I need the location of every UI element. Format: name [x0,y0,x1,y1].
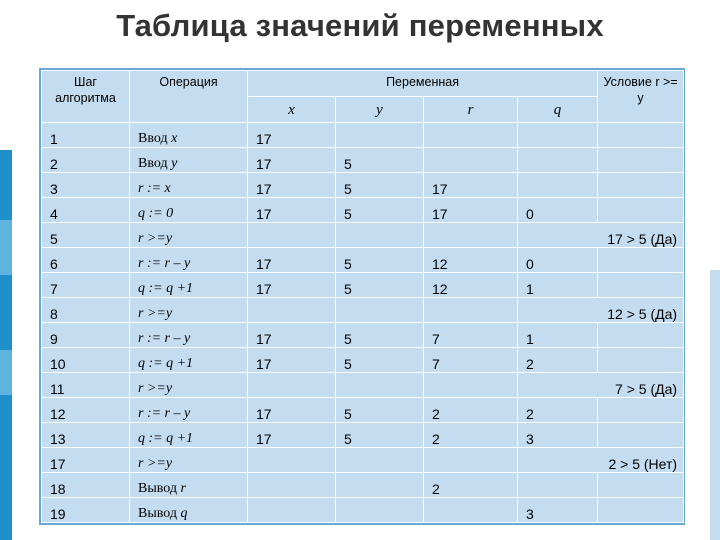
value-x-cell: 17 [248,148,336,173]
value-x-cell: 17 [248,273,336,298]
condition-cell [598,423,684,448]
table-row [42,398,684,423]
value-x-cell: 17 [248,198,336,223]
step-cell: 13 [42,423,130,448]
header-var-q: q [518,97,598,123]
value-q-cell: 2 [518,398,598,423]
operation-expression: q := q +1 [138,431,194,446]
value-r-cell: 2 [424,423,518,448]
condition-cell [598,498,684,523]
value-q-cell [518,173,598,198]
operation-cell [130,498,248,523]
header-variable: Переменная [248,71,598,97]
condition-cell [598,198,684,223]
value-x-cell: 17 [248,398,336,423]
table-row [42,273,684,298]
operation-expression: q := q +1 [138,281,194,296]
value-x-cell: 17 [248,323,336,348]
left-decor-bar [0,150,12,540]
operation-word: Ввод [138,156,172,171]
header-var-y: y [336,97,424,123]
value-r-cell: 17 [424,198,518,223]
value-y-cell [336,298,424,323]
condition-cell [598,123,684,148]
table-row [42,423,684,448]
operation-expression: r [180,481,186,496]
table-row [42,498,684,523]
operation-cell [130,248,248,273]
value-q-cell: 1 [518,273,598,298]
value-x-cell [248,373,336,398]
value-q-cell: 3 [518,498,598,523]
step-cell: 2 [42,148,130,173]
operation-expression: r := r – y [138,256,191,271]
value-q-cell [518,473,598,498]
value-x-cell: 17 [248,123,336,148]
condition-cell: 12 > 5 (Да) [518,298,684,323]
value-y-cell [336,473,424,498]
condition-cell [598,148,684,173]
table-row [42,323,684,348]
step-cell: 19 [42,498,130,523]
value-x-cell [248,298,336,323]
condition-cell [598,398,684,423]
value-q-cell: 2 [518,348,598,373]
step-cell: 12 [42,398,130,423]
operation-cell [130,398,248,423]
operation-expression: q := 0 [138,206,174,221]
value-r-cell [424,373,518,398]
left-decor-band [0,350,12,395]
header-var-r: r [424,97,518,123]
condition-cell [598,323,684,348]
step-cell: 17 [42,448,130,473]
page-title: Таблица значений переменных [116,8,604,43]
value-q-cell: 0 [518,198,598,223]
value-r-cell: 2 [424,473,518,498]
value-y-cell [336,123,424,148]
table-row [42,373,684,398]
operation-expression: q := q +1 [138,356,194,371]
value-y-cell [336,498,424,523]
operation-cell [130,348,248,373]
operation-cell [130,198,248,223]
condition-cell: 17 > 5 (Да) [518,223,684,248]
condition-cell: 7 > 5 (Да) [518,373,684,398]
header-var-x: x [248,97,336,123]
operation-cell [130,423,248,448]
table-row [42,123,684,148]
value-r-cell: 12 [424,248,518,273]
operation-word: Вывод [138,481,181,496]
value-y-cell: 5 [336,148,424,173]
value-r-cell [424,498,518,523]
value-y-cell: 5 [336,248,424,273]
condition-cell [598,473,684,498]
left-decor-band [0,220,12,275]
values-table-frame [39,68,685,525]
condition-cell: 2 > 5 (Нет) [518,448,684,473]
operation-word: Ввод [138,131,172,146]
value-x-cell [248,473,336,498]
condition-cell [598,248,684,273]
table-row [42,223,684,248]
value-x-cell [248,448,336,473]
value-q-cell: 3 [518,423,598,448]
operation-word: Вывод [138,506,181,521]
operation-cell [130,223,248,248]
operation-cell [130,473,248,498]
value-x-cell [248,498,336,523]
operation-expression: r := r – y [138,406,191,421]
table-row [42,148,684,173]
value-x-cell: 17 [248,248,336,273]
operation-expression: r := r – y [138,331,191,346]
operation-expression: y [171,156,178,171]
value-y-cell: 5 [336,198,424,223]
operation-expression: r := x [138,181,171,196]
table-row [42,173,684,198]
step-cell: 8 [42,298,130,323]
value-x-cell: 17 [248,423,336,448]
step-cell: 5 [42,223,130,248]
step-cell: 1 [42,123,130,148]
value-r-cell: 7 [424,348,518,373]
operation-cell [130,323,248,348]
value-q-cell: 0 [518,248,598,273]
operation-expression: r >=y [138,306,173,321]
operation-expression: r >=y [138,231,173,246]
value-y-cell [336,448,424,473]
table-row [42,473,684,498]
value-q-cell: 1 [518,323,598,348]
operation-cell [130,173,248,198]
value-y-cell: 5 [336,398,424,423]
header-condition: Условие r >= y [598,71,684,123]
value-y-cell: 5 [336,323,424,348]
table-row [42,348,684,373]
step-cell: 4 [42,198,130,223]
operation-expression: q [180,506,188,521]
value-r-cell [424,448,518,473]
value-y-cell: 5 [336,173,424,198]
step-cell: 11 [42,373,130,398]
operation-cell [130,148,248,173]
step-cell: 3 [42,173,130,198]
operation-expression: x [171,131,178,146]
value-x-cell: 17 [248,348,336,373]
step-cell: 7 [42,273,130,298]
value-y-cell: 5 [336,423,424,448]
value-x-cell [248,223,336,248]
value-r-cell: 2 [424,398,518,423]
step-cell: 6 [42,248,130,273]
right-decor-bar [710,270,720,540]
value-y-cell [336,223,424,248]
table-row [42,298,684,323]
operation-expression: r >=y [138,456,173,471]
operation-cell [130,123,248,148]
table-body [42,123,684,523]
step-cell: 10 [42,348,130,373]
value-r-cell [424,123,518,148]
step-cell: 18 [42,473,130,498]
value-r-cell: 12 [424,273,518,298]
operation-cell [130,373,248,398]
table-row [42,198,684,223]
value-q-cell [518,123,598,148]
value-q-cell [518,148,598,173]
value-y-cell: 5 [336,348,424,373]
operation-cell [130,448,248,473]
condition-cell [598,348,684,373]
value-r-cell [424,148,518,173]
values-table [41,70,684,523]
table-row [42,248,684,273]
header-step: Шаг алгоритма [42,71,130,123]
value-r-cell: 17 [424,173,518,198]
value-r-cell [424,298,518,323]
condition-cell [598,173,684,198]
value-r-cell: 7 [424,323,518,348]
operation-expression: r >=y [138,381,173,396]
operation-cell [130,273,248,298]
value-y-cell: 5 [336,273,424,298]
table-row [42,448,684,473]
condition-cell [598,273,684,298]
value-y-cell [336,373,424,398]
step-cell: 9 [42,323,130,348]
value-x-cell: 17 [248,173,336,198]
operation-cell [130,298,248,323]
value-r-cell [424,223,518,248]
header-operation: Операция [130,71,248,123]
